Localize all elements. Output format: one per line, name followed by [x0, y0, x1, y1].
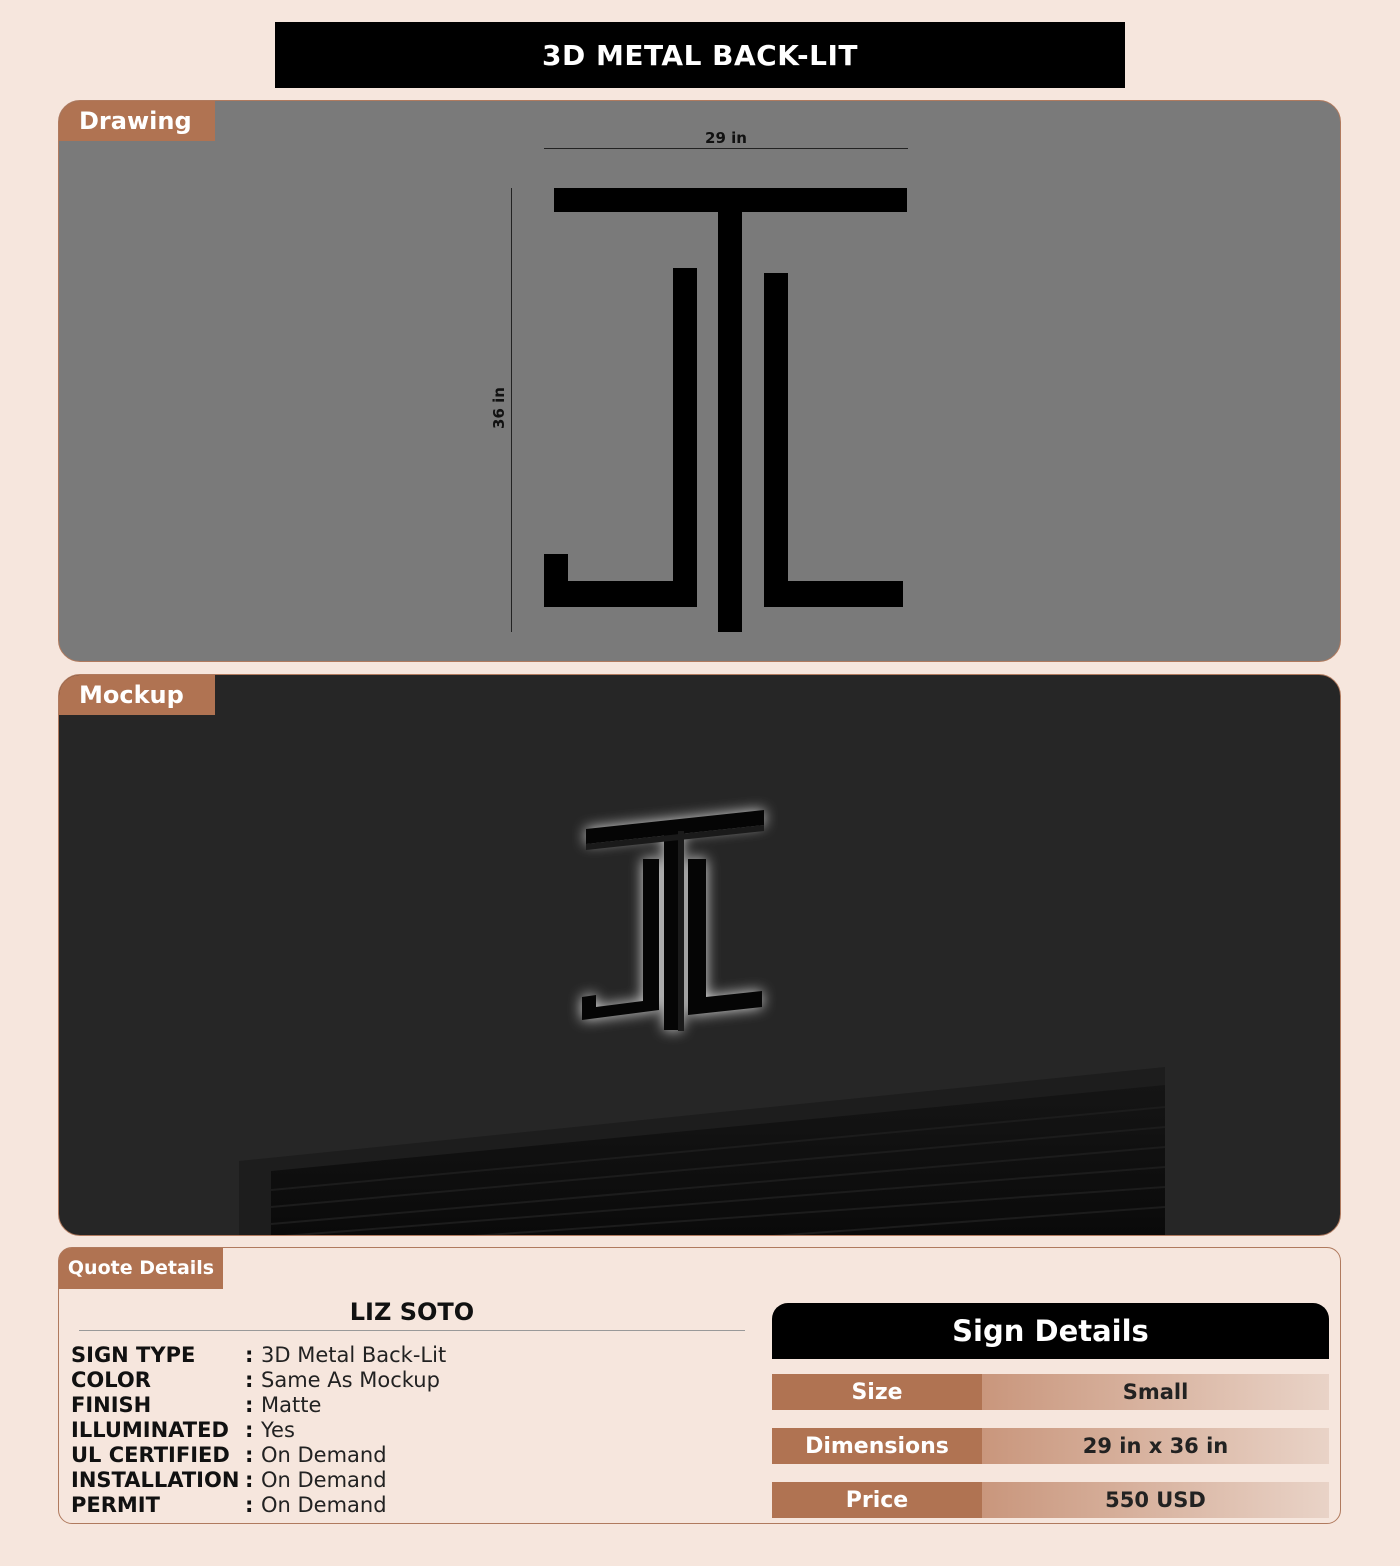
quote-details-panel	[58, 1247, 1341, 1524]
spec-colon: :	[245, 1342, 254, 1367]
height-dimension-label: 36 in	[490, 387, 508, 429]
spec-colon: :	[245, 1417, 254, 1442]
spec-key: UL CERTIFIED	[71, 1442, 230, 1467]
drawing-label: Drawing	[59, 101, 215, 141]
spec-row	[71, 1392, 446, 1417]
spec-value: Yes	[261, 1417, 295, 1442]
quote-details-label: Quote Details	[59, 1248, 223, 1289]
spec-key: SIGN TYPE	[71, 1342, 196, 1367]
spec-value: Matte	[261, 1392, 322, 1417]
spec-value: On Demand	[261, 1442, 387, 1467]
sign-details-row-dimensions	[772, 1428, 1329, 1464]
page-title: 3D METAL BACK-LIT	[275, 22, 1125, 88]
mockup-panel	[58, 674, 1341, 1236]
width-dimension-label: 29 in	[705, 129, 747, 147]
spec-row	[71, 1492, 446, 1517]
spec-key: INSTALLATION	[71, 1467, 240, 1492]
dimensions-value: 29 in x 36 in	[982, 1428, 1329, 1464]
spec-colon: :	[245, 1367, 254, 1392]
drawing-panel	[58, 100, 1341, 662]
spec-colon: :	[245, 1442, 254, 1467]
spec-key: PERMIT	[71, 1492, 160, 1517]
spec-row	[71, 1467, 446, 1492]
spec-key: ILLUMINATED	[71, 1417, 229, 1442]
spec-row	[71, 1442, 446, 1467]
spec-colon: :	[245, 1392, 254, 1417]
size-key: Size	[772, 1374, 982, 1410]
dimensions-key: Dimensions	[772, 1428, 982, 1464]
spec-key: COLOR	[71, 1367, 151, 1392]
divider	[79, 1330, 745, 1331]
customer-name: LIZ SOTO	[349, 1298, 475, 1326]
logo-drawing	[59, 101, 1341, 662]
mockup-label: Mockup	[59, 675, 215, 715]
spec-value: Same As Mockup	[261, 1367, 440, 1392]
spec-value: On Demand	[261, 1492, 387, 1517]
sign-details-row-price	[772, 1482, 1329, 1518]
spec-key: FINISH	[71, 1392, 152, 1417]
spec-row	[71, 1367, 446, 1392]
spec-row	[71, 1417, 446, 1442]
sign-details-title: Sign Details	[772, 1303, 1329, 1359]
spec-list	[71, 1342, 446, 1517]
size-value: Small	[982, 1374, 1329, 1410]
sign-details-row-size	[772, 1374, 1329, 1410]
price-value: 550 USD	[982, 1482, 1329, 1518]
price-key: Price	[772, 1482, 982, 1518]
spec-colon: :	[245, 1492, 254, 1517]
mockup-scene	[59, 675, 1341, 1236]
spec-colon: :	[245, 1467, 254, 1492]
spec-value: On Demand	[261, 1467, 387, 1492]
spec-row	[71, 1342, 446, 1367]
spec-value: 3D Metal Back-Lit	[261, 1342, 447, 1367]
